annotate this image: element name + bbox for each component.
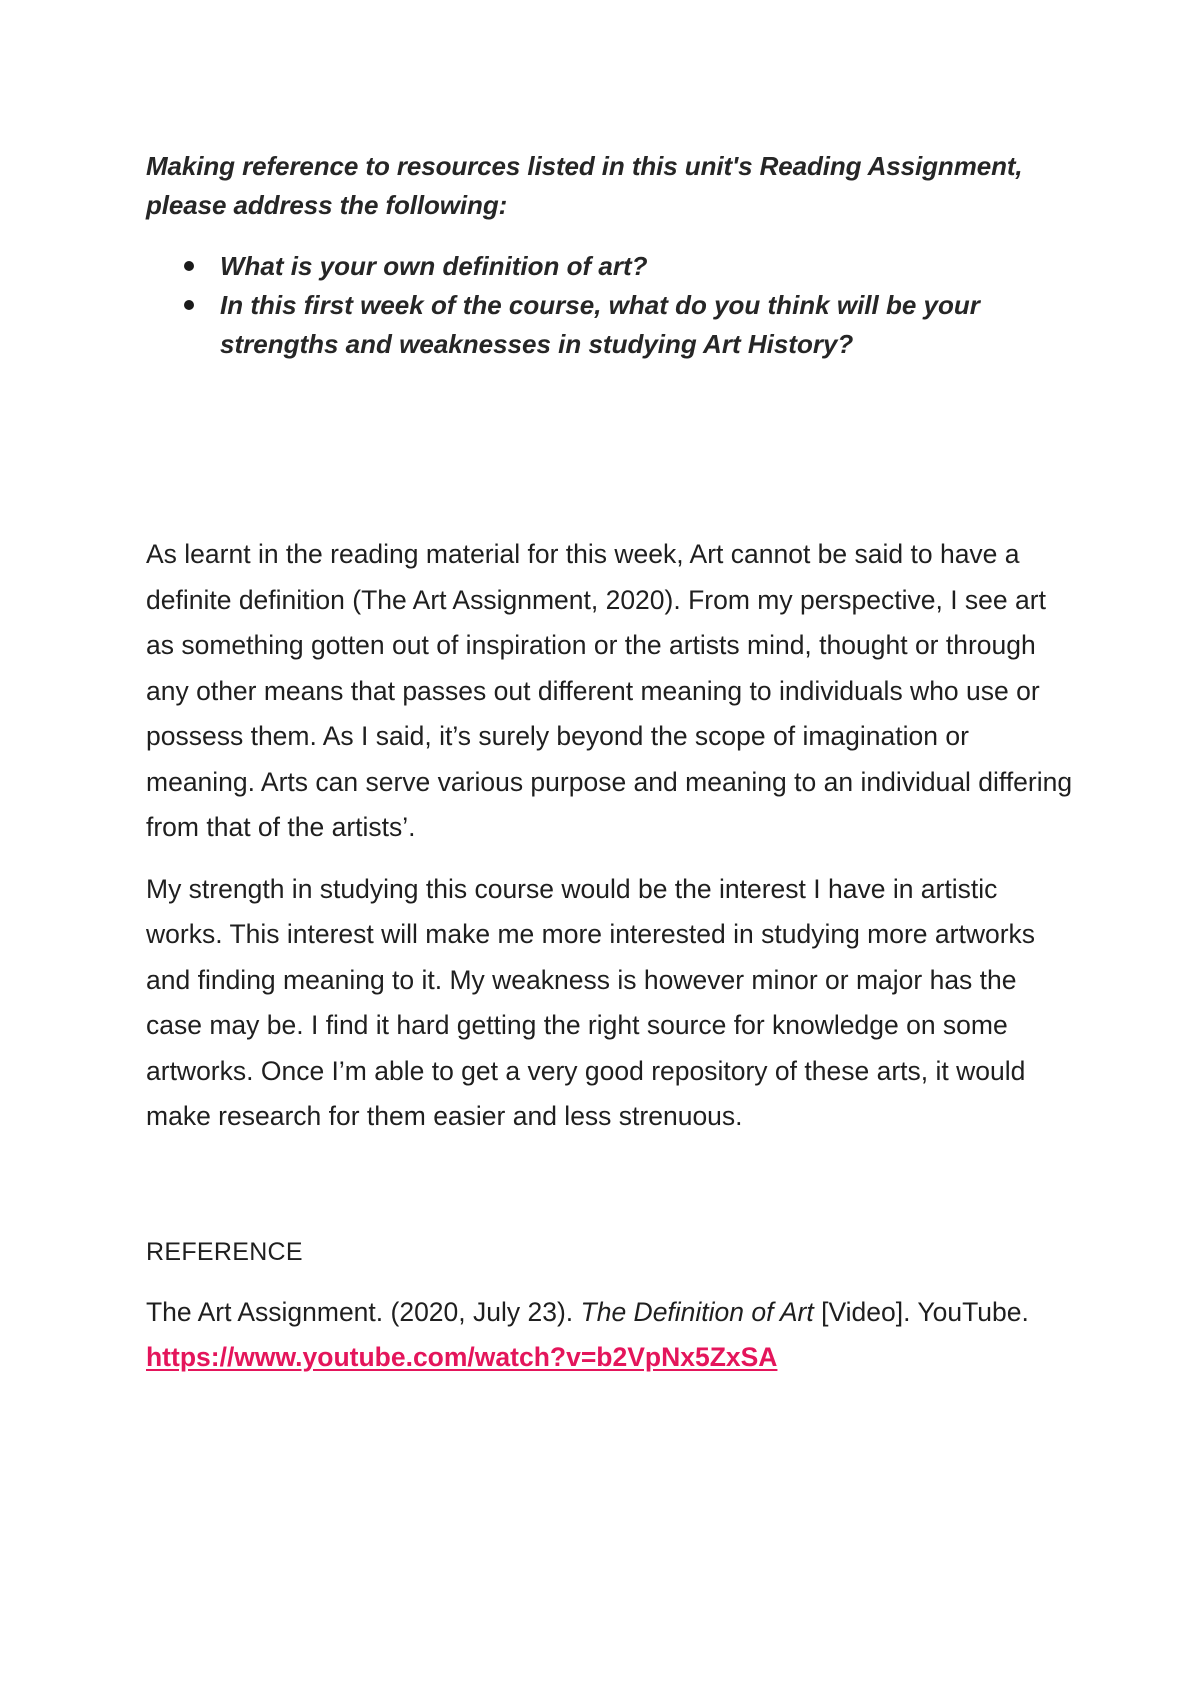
prompt-question [146,286,1076,364]
prompt-intro: Making reference to resources listed in this unit's Reading Assignment, please address the following: [146,151,1023,220]
reference-url-link[interactable]: https://www.youtube.com/watch?v=b2VpNx5ZxSA [146,1342,778,1372]
bullet-icon [184,300,194,310]
prompt-question-text: In this first week of the course, what do you think will be your strengths and weaknesses in studying Art History? [220,290,980,359]
answer-paragraph-definition: As learnt in the reading material for this week, Art cannot be said to have a definite definition (The Art Assignment, 2020). From my perspective, I see art as something gotten out of inspiration or the artists mind, thought or through any other means that passes out different meaning to individuals who use or possess them. As I said, it’s surely beyond the scope of imagination or meaning. Arts can serve various purpose and meaning to an individual differing from that of the artists’. [146,539,1073,842]
prompt-question-text: What is your own definition of art? [220,251,648,281]
prompt-question-list [146,247,1076,364]
reference-heading: REFERENCE [146,1237,303,1266]
reference-medium: [Video]. YouTube. [813,1296,1029,1327]
answer-paragraph-strengths: My strength in studying this course would be the interest I have in artistic works. This interest will make me more interested in studying more artworks and finding meaning to it. My weakness is however minor or major has the case may be. I find it hard getting the right source for knowledge on some artworks. Once I’m able to get a very good repository of these arts, it would make research for them easier and less strenuous. [146,873,1036,1131]
document-content [146,147,1076,1381]
reference-entry [146,1290,1076,1381]
bullet-icon [184,261,194,271]
reference-title: The Definition of Art [580,1296,814,1327]
prompt-question [146,247,1076,286]
reference-author-date: The Art Assignment. (2020, July 23). [146,1296,581,1327]
